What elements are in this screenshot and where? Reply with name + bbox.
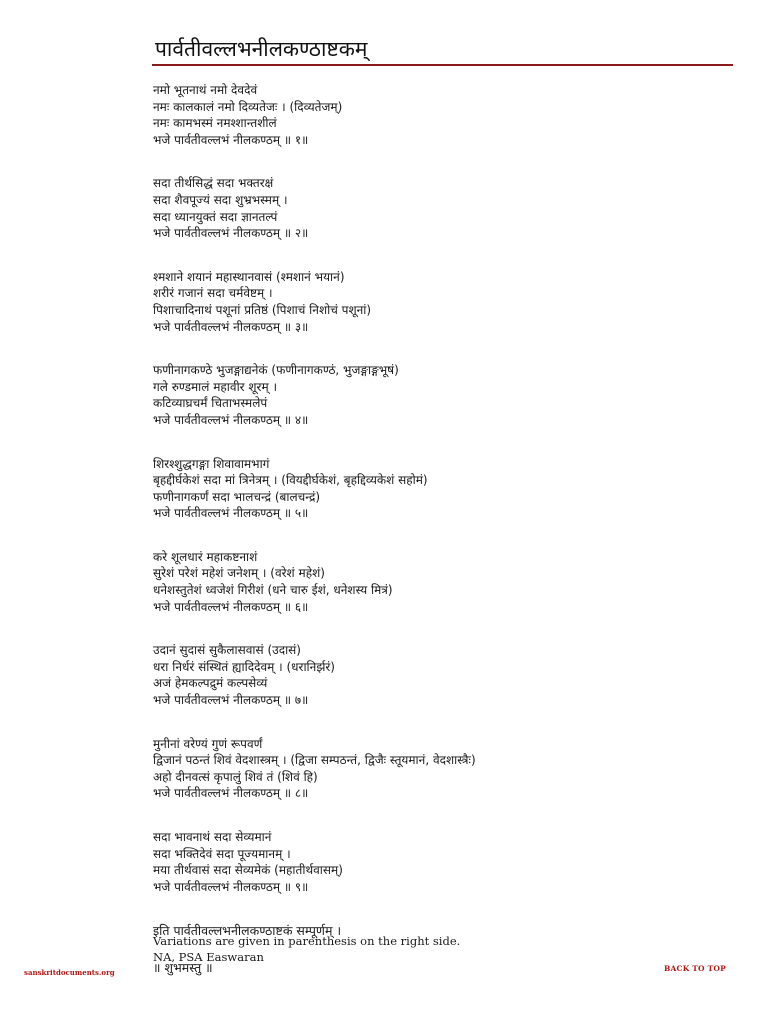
verse-line: करे शूलधारं महाकष्टनाशं xyxy=(153,549,258,564)
verse-line: सदा भावनाथं सदा सेव्यमानं xyxy=(153,830,272,844)
verse-line: शिरश्शुद्धगङ्गा शिवावामभागं xyxy=(153,456,270,471)
verse-line: फणीनागकर्णं सदा भालचन्द्रं (बालचन्द्रं) xyxy=(153,489,321,504)
verse-line: नमः कामभस्मं नमश्शान्तशीलं xyxy=(153,116,277,131)
note-line: NA, PSA Easwaran xyxy=(153,950,264,964)
verse-line: द्विजानं पठन्तं शिवं वेदशास्त्रम् । (द्विजा सम्पठन्तं, द्विजैः स्तूयमानं, वेदशास्त्रैः) xyxy=(153,753,476,768)
stanza-9 xyxy=(153,829,743,895)
verse-line: भजे पार्वतीवल्लभं नीलकण्ठम् ॥ ४॥ xyxy=(153,412,309,427)
verse-line: कटिव्याघ्रचर्मं चिताभस्मलेपं xyxy=(153,396,268,411)
stanza-4 xyxy=(153,362,743,428)
verse-line: नमो भूतनाथं नमो देवदेवं xyxy=(153,83,258,97)
site-link[interactable]: sanskritdocuments.org xyxy=(24,968,115,977)
verse-line: उदानं सुदासं सुकैलासवासं (उदासं) xyxy=(153,643,301,658)
verse-line: फणीनागकण्ठे भुजङ्गाद्यनेकं (फणीनागकण्ठं, भुजङ्गाङ्गभूषं) xyxy=(153,363,399,378)
note-line: Variations are given in parenthesis on the right side. xyxy=(153,934,461,948)
variations-note xyxy=(153,933,653,965)
verse-line: भजे पार्वतीवल्लभं नीलकण्ठम् ॥ ७॥ xyxy=(153,693,309,708)
verse-line: सुरेशं परेशं महेशं जनेशम् । (वरेशं महेशं) xyxy=(153,566,325,581)
stotra-body xyxy=(153,82,743,976)
verse-line: गले रुण्डमालं महावीर शूरम् । xyxy=(153,379,278,394)
closing-line: इति पार्वतीवल्लभनीलकण्ठाष्टकं सम्पूर्णम् । xyxy=(153,923,342,939)
stanza-6 xyxy=(153,549,743,615)
verse-line: शरीरं गजानं सदा चर्मवेष्टम् । xyxy=(153,286,273,301)
blessing-line: ॥ शुभमस्तु ॥ xyxy=(153,960,213,976)
verse-line: सदा भक्तिदेवं सदा पूज्यमानम् । xyxy=(153,846,291,861)
verse-line: अहो दीनवत्सं कृपालुं शिवं तं (शिवं हि) xyxy=(153,769,318,784)
back-to-top-link[interactable]: BACK TO TOP xyxy=(664,964,726,973)
verse-line: मया तीर्थवासं सदा सेव्यमेकं (महातीर्थवासम्) xyxy=(153,863,343,878)
page-title: पार्वतीवल्लभनीलकण्ठाष्टकम् xyxy=(155,37,368,61)
verse-line: बृहद्दीर्घकेशं सदा मां त्रिनेत्रम् । (वियद्दीर्घकेशं, बृहद्दिव्यकेशं सहोमं) xyxy=(153,473,428,488)
title-divider xyxy=(152,64,733,66)
stanza-2 xyxy=(153,175,743,241)
verse-line: धनेशस्तुतेशं ध्वजेशं गिरीशं (धने चारु ईशं, धनेशस्य मित्रं) xyxy=(153,583,393,598)
verse-line: भजे पार्वतीवल्लभं नीलकण्ठम् ॥ ३॥ xyxy=(153,319,309,334)
stanza-1 xyxy=(153,82,743,148)
verse-line: धरा निर्धरं संस्थितं ह्यादिदेवम् । (धरानिर्झरं) xyxy=(153,659,335,674)
verse-line: श्मशाने शयानं महास्थानवासं (श्मशानं भयानं) xyxy=(153,269,345,284)
verse-line: भजे पार्वतीवल्लभं नीलकण्ठम् ॥ ६॥ xyxy=(153,599,309,614)
verse-line: मुनीनां वरेण्यं गुणं रूपवर्णं xyxy=(153,736,263,751)
verse-line: सदा तीर्थसिद्धं सदा भक्तरक्षं xyxy=(153,176,274,191)
verse-line: पिशाचादिनाथं पशूनां प्रतिष्ठं (पिशाचं निशोचं पशूनां) xyxy=(153,302,372,317)
verse-line: सदा ध्यानयुक्तं सदा ज्ञानतल्पं xyxy=(153,209,278,224)
verse-line: नमः कालकालं नमो दिव्यतेजः । (दिव्यतेजम्) xyxy=(153,99,343,114)
verse-line: भजे पार्वतीवल्लभं नीलकण्ठम् ॥ ९॥ xyxy=(153,879,309,894)
verse-line: भजे पार्वतीवल्लभं नीलकण्ठम् ॥ १॥ xyxy=(153,132,309,147)
verse-line: सदा शैवपूज्यं सदा शुभ्रभस्मम् । xyxy=(153,192,288,207)
stanza-8 xyxy=(153,736,743,802)
verse-line: भजे पार्वतीवल्लभं नीलकण्ठम् ॥ ५॥ xyxy=(153,506,309,521)
stanza-5 xyxy=(153,456,743,522)
verse-line: भजे पार्वतीवल्लभं नीलकण्ठम् ॥ ८॥ xyxy=(153,786,309,801)
verse-line: भजे पार्वतीवल्लभं नीलकण्ठम् ॥ २॥ xyxy=(153,226,309,241)
stanza-7 xyxy=(153,642,743,708)
stanza-3 xyxy=(153,269,743,335)
verse-line: अजं हेमकल्पद्रुमं कल्पसेव्यं xyxy=(153,676,268,691)
